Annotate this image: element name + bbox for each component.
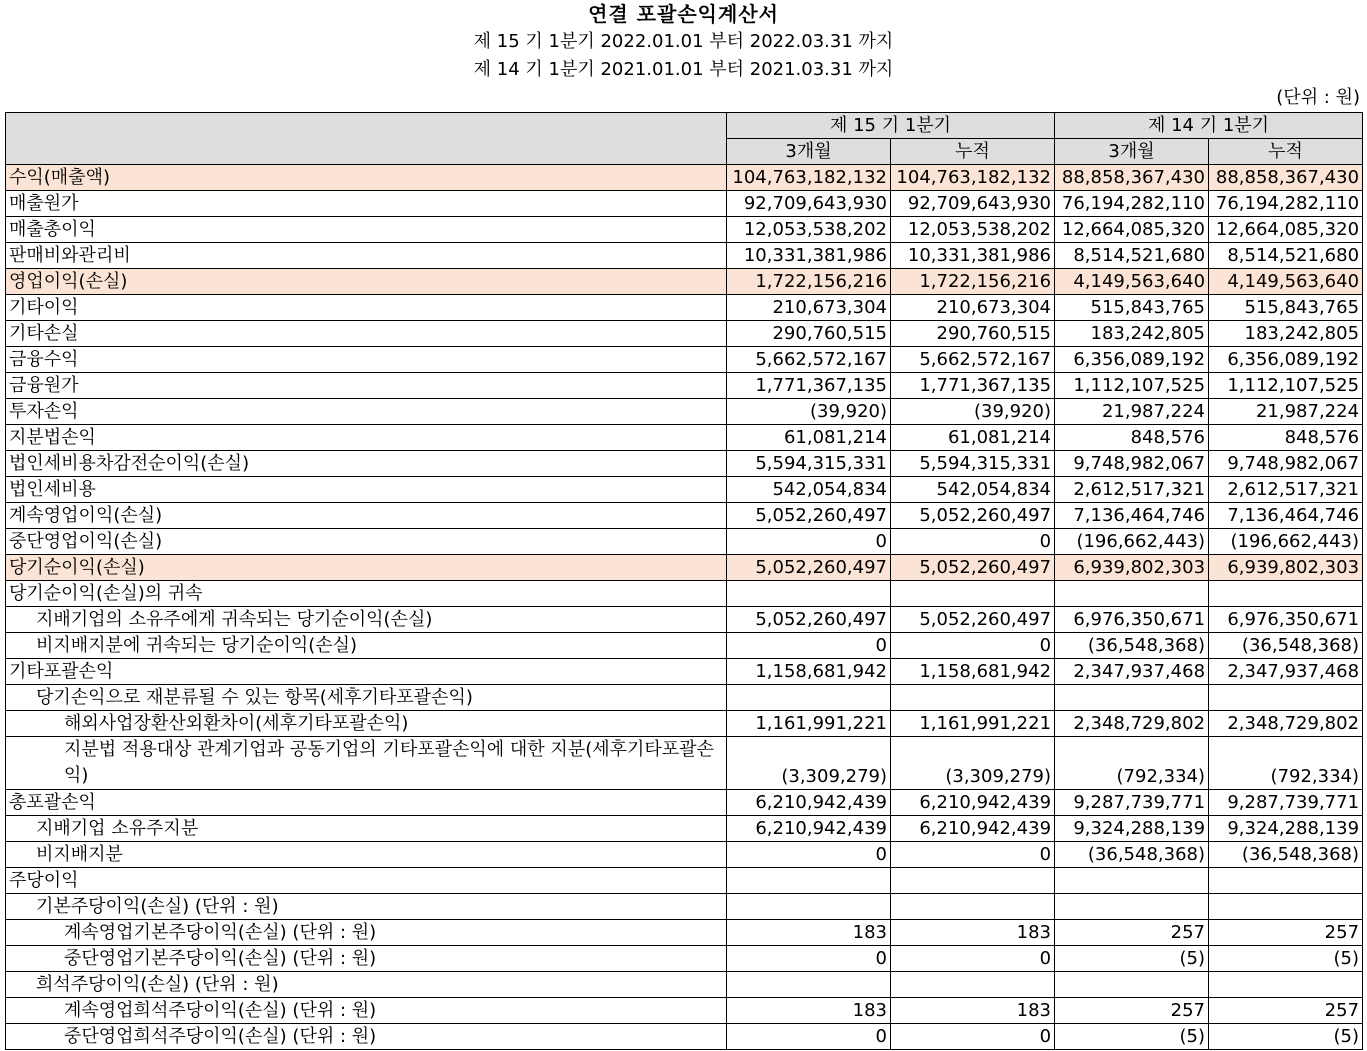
- row-label: 계속영업이익(손실): [6, 503, 727, 529]
- table-row: [6, 477, 1363, 503]
- value-cell: 6,210,942,439: [727, 790, 891, 816]
- value-cell: 6,356,089,192: [1055, 347, 1209, 373]
- value-cell: 0: [727, 842, 891, 868]
- header-current-cumulative: 누적: [891, 139, 1055, 165]
- value-cell: [1209, 685, 1363, 711]
- row-label: 법인세비용: [6, 477, 727, 503]
- value-cell: (36,548,368): [1055, 842, 1209, 868]
- table-row: [6, 425, 1363, 451]
- value-cell: 5,052,260,497: [727, 503, 891, 529]
- table-row: [6, 842, 1363, 868]
- value-cell: (3,309,279): [727, 737, 891, 790]
- value-cell: [1209, 894, 1363, 920]
- table-row: [6, 529, 1363, 555]
- value-cell: 257: [1209, 920, 1363, 946]
- income-statement-table: [5, 112, 1363, 1050]
- value-cell: 257: [1209, 998, 1363, 1024]
- value-cell: 1,161,991,221: [727, 711, 891, 737]
- row-label: 당기순이익(손실)의 귀속: [6, 581, 727, 607]
- value-cell: 21,987,224: [1055, 399, 1209, 425]
- row-label: 기타손실: [6, 321, 727, 347]
- table-row: [6, 191, 1363, 217]
- row-label: 중단영업이익(손실): [6, 529, 727, 555]
- table-row: [6, 347, 1363, 373]
- table-row: [6, 894, 1363, 920]
- value-cell: 0: [727, 529, 891, 555]
- value-cell: 290,760,515: [727, 321, 891, 347]
- table-row: [6, 737, 1363, 790]
- value-cell: 515,843,765: [1209, 295, 1363, 321]
- row-label: 금융수익: [6, 347, 727, 373]
- value-cell: 5,594,315,331: [727, 451, 891, 477]
- row-label: 비지배지분에 귀속되는 당기순이익(손실): [6, 633, 727, 659]
- value-cell: 7,136,464,746: [1055, 503, 1209, 529]
- value-cell: 9,748,982,067: [1055, 451, 1209, 477]
- value-cell: [727, 685, 891, 711]
- value-cell: 0: [891, 946, 1055, 972]
- value-cell: (36,548,368): [1055, 633, 1209, 659]
- period-current: 제 15 기 1분기 2022.01.01 부터 2022.03.31 까지: [473, 31, 894, 52]
- value-cell: [891, 868, 1055, 894]
- value-cell: [1055, 972, 1209, 998]
- value-cell: [727, 581, 891, 607]
- table-row: [6, 946, 1363, 972]
- value-cell: 12,664,085,320: [1055, 217, 1209, 243]
- table-row: [6, 269, 1363, 295]
- row-label: 기타포괄손익: [6, 659, 727, 685]
- row-label: 비지배지분: [6, 842, 727, 868]
- table-row: [6, 685, 1363, 711]
- value-cell: 2,348,729,802: [1055, 711, 1209, 737]
- value-cell: 542,054,834: [891, 477, 1055, 503]
- value-cell: [1055, 868, 1209, 894]
- value-cell: 1,112,107,525: [1055, 373, 1209, 399]
- value-cell: 12,053,538,202: [891, 217, 1055, 243]
- row-label: 기타이익: [6, 295, 727, 321]
- value-cell: 257: [1055, 920, 1209, 946]
- value-cell: 6,939,802,303: [1055, 555, 1209, 581]
- period-prior: 제 14 기 1분기 2021.01.01 부터 2021.03.31 까지: [473, 59, 894, 80]
- value-cell: 5,662,572,167: [891, 347, 1055, 373]
- value-cell: [1055, 894, 1209, 920]
- row-label: 매출총이익: [6, 217, 727, 243]
- row-label: 해외사업장환산외환차이(세후기타포괄손익): [6, 711, 727, 737]
- value-cell: (5): [1209, 946, 1363, 972]
- table-row: [6, 581, 1363, 607]
- table-row: [6, 503, 1363, 529]
- value-cell: 8,514,521,680: [1209, 243, 1363, 269]
- value-cell: (792,334): [1055, 737, 1209, 790]
- value-cell: [891, 685, 1055, 711]
- value-cell: [1055, 581, 1209, 607]
- value-cell: 6,210,942,439: [891, 816, 1055, 842]
- header-prior-period: 제 14 기 1분기: [1055, 113, 1363, 139]
- table-row: [6, 633, 1363, 659]
- value-cell: 5,594,315,331: [891, 451, 1055, 477]
- table-row: [6, 998, 1363, 1024]
- value-cell: 0: [891, 529, 1055, 555]
- value-cell: [1209, 868, 1363, 894]
- value-cell: 0: [891, 842, 1055, 868]
- value-cell: 183: [727, 920, 891, 946]
- value-cell: 1,771,367,135: [891, 373, 1055, 399]
- value-cell: 104,763,182,132: [891, 165, 1055, 191]
- row-label: 기본주당이익(손실) (단위 : 원): [6, 894, 727, 920]
- value-cell: 61,081,214: [727, 425, 891, 451]
- value-cell: (5): [1055, 946, 1209, 972]
- value-cell: 6,976,350,671: [1209, 607, 1363, 633]
- value-cell: 9,287,739,771: [1055, 790, 1209, 816]
- value-cell: 1,771,367,135: [727, 373, 891, 399]
- row-label: 당기순이익(손실): [6, 555, 727, 581]
- value-cell: 5,052,260,497: [891, 555, 1055, 581]
- row-label: 지분법 적용대상 관계기업과 공동기업의 기타포괄손익에 대한 지분(세후기타포괄손익): [6, 737, 727, 790]
- value-cell: 61,081,214: [891, 425, 1055, 451]
- value-cell: 88,858,367,430: [1209, 165, 1363, 191]
- table-row: [6, 217, 1363, 243]
- table-row: [6, 972, 1363, 998]
- table-row: [6, 399, 1363, 425]
- row-label: 투자손익: [6, 399, 727, 425]
- value-cell: 12,053,538,202: [727, 217, 891, 243]
- header-prior-three-month: 3개월: [1055, 139, 1209, 165]
- header-blank: [6, 113, 727, 165]
- header-current-three-month: 3개월: [727, 139, 891, 165]
- value-cell: 10,331,381,986: [727, 243, 891, 269]
- row-label: 총포괄손익: [6, 790, 727, 816]
- value-cell: 5,662,572,167: [727, 347, 891, 373]
- row-label: 법인세비용차감전순이익(손실): [6, 451, 727, 477]
- value-cell: (36,548,368): [1209, 842, 1363, 868]
- table-row: [6, 321, 1363, 347]
- table-row: [6, 816, 1363, 842]
- value-cell: [891, 581, 1055, 607]
- value-cell: 4,149,563,640: [1209, 269, 1363, 295]
- value-cell: 6,976,350,671: [1055, 607, 1209, 633]
- table-row: [6, 607, 1363, 633]
- value-cell: [891, 894, 1055, 920]
- value-cell: 2,347,937,468: [1209, 659, 1363, 685]
- row-label: 지분법손익: [6, 425, 727, 451]
- row-label: 지배기업 소유주지분: [6, 816, 727, 842]
- value-cell: 1,161,991,221: [891, 711, 1055, 737]
- value-cell: (5): [1209, 1024, 1363, 1050]
- value-cell: 9,287,739,771: [1209, 790, 1363, 816]
- page-title: 연결 포괄손익계산서: [588, 2, 779, 26]
- value-cell: (39,920): [727, 399, 891, 425]
- value-cell: 2,612,517,321: [1209, 477, 1363, 503]
- value-cell: (196,662,443): [1209, 529, 1363, 555]
- table-row: [6, 920, 1363, 946]
- value-cell: 88,858,367,430: [1055, 165, 1209, 191]
- value-cell: 0: [727, 633, 891, 659]
- value-cell: 6,210,942,439: [727, 816, 891, 842]
- row-label: 중단영업희석주당이익(손실) (단위 : 원): [6, 1024, 727, 1050]
- value-cell: 5,052,260,497: [891, 503, 1055, 529]
- value-cell: 9,748,982,067: [1209, 451, 1363, 477]
- value-cell: 0: [727, 1024, 891, 1050]
- row-label: 계속영업기본주당이익(손실) (단위 : 원): [6, 920, 727, 946]
- value-cell: 7,136,464,746: [1209, 503, 1363, 529]
- value-cell: 290,760,515: [891, 321, 1055, 347]
- header-prior-cumulative: 누적: [1209, 139, 1363, 165]
- table-row: [6, 1024, 1363, 1050]
- value-cell: 1,722,156,216: [727, 269, 891, 295]
- table-row: [6, 711, 1363, 737]
- row-label: 당기손익으로 재분류될 수 있는 항목(세후기타포괄손익): [6, 685, 727, 711]
- value-cell: 5,052,260,497: [727, 555, 891, 581]
- value-cell: (39,920): [891, 399, 1055, 425]
- table-row: [6, 451, 1363, 477]
- row-label: 희석주당이익(손실) (단위 : 원): [6, 972, 727, 998]
- value-cell: 2,347,937,468: [1055, 659, 1209, 685]
- value-cell: 848,576: [1055, 425, 1209, 451]
- value-cell: 1,722,156,216: [891, 269, 1055, 295]
- table-row: [6, 555, 1363, 581]
- value-cell: 183: [727, 998, 891, 1024]
- table-row: [6, 790, 1363, 816]
- unit-label: (단위 : 원): [1276, 87, 1360, 108]
- value-cell: 0: [727, 946, 891, 972]
- value-cell: 1,158,681,942: [727, 659, 891, 685]
- value-cell: 1,158,681,942: [891, 659, 1055, 685]
- value-cell: 4,149,563,640: [1055, 269, 1209, 295]
- value-cell: [1209, 581, 1363, 607]
- row-label: 영업이익(손실): [6, 269, 727, 295]
- value-cell: (196,662,443): [1055, 529, 1209, 555]
- value-cell: [727, 972, 891, 998]
- value-cell: 183: [891, 998, 1055, 1024]
- value-cell: 5,052,260,497: [891, 607, 1055, 633]
- row-label: 주당이익: [6, 868, 727, 894]
- value-cell: 104,763,182,132: [727, 165, 891, 191]
- table-row: [6, 659, 1363, 685]
- value-cell: 6,356,089,192: [1209, 347, 1363, 373]
- value-cell: 21,987,224: [1209, 399, 1363, 425]
- value-cell: 257: [1055, 998, 1209, 1024]
- value-cell: 515,843,765: [1055, 295, 1209, 321]
- value-cell: [727, 868, 891, 894]
- value-cell: 10,331,381,986: [891, 243, 1055, 269]
- table-row: [6, 243, 1363, 269]
- row-label: 지배기업의 소유주에게 귀속되는 당기순이익(손실): [6, 607, 727, 633]
- row-label: 수익(매출액): [6, 165, 727, 191]
- value-cell: [891, 972, 1055, 998]
- row-label: 계속영업희석주당이익(손실) (단위 : 원): [6, 998, 727, 1024]
- value-cell: 5,052,260,497: [727, 607, 891, 633]
- table-row: [6, 868, 1363, 894]
- value-cell: 12,664,085,320: [1209, 217, 1363, 243]
- value-cell: 9,324,288,139: [1055, 816, 1209, 842]
- row-label: 금융원가: [6, 373, 727, 399]
- value-cell: 0: [891, 1024, 1055, 1050]
- row-label: 매출원가: [6, 191, 727, 217]
- value-cell: 1,112,107,525: [1209, 373, 1363, 399]
- value-cell: (5): [1055, 1024, 1209, 1050]
- value-cell: 92,709,643,930: [891, 191, 1055, 217]
- value-cell: (792,334): [1209, 737, 1363, 790]
- value-cell: 848,576: [1209, 425, 1363, 451]
- table-row: [6, 295, 1363, 321]
- value-cell: 2,348,729,802: [1209, 711, 1363, 737]
- table-body: [6, 165, 1363, 1050]
- header-current-period: 제 15 기 1분기: [727, 113, 1055, 139]
- value-cell: 210,673,304: [727, 295, 891, 321]
- value-cell: 542,054,834: [727, 477, 891, 503]
- row-label: 중단영업기본주당이익(손실) (단위 : 원): [6, 946, 727, 972]
- value-cell: 183: [891, 920, 1055, 946]
- value-cell: [1055, 685, 1209, 711]
- value-cell: 183,242,805: [1055, 321, 1209, 347]
- value-cell: [727, 894, 891, 920]
- value-cell: 8,514,521,680: [1055, 243, 1209, 269]
- column-group-header: [6, 113, 1363, 139]
- value-cell: (36,548,368): [1209, 633, 1363, 659]
- value-cell: 6,939,802,303: [1209, 555, 1363, 581]
- value-cell: 0: [891, 633, 1055, 659]
- value-cell: 76,194,282,110: [1055, 191, 1209, 217]
- value-cell: 92,709,643,930: [727, 191, 891, 217]
- value-cell: 183,242,805: [1209, 321, 1363, 347]
- table-row: [6, 373, 1363, 399]
- table-row: [6, 165, 1363, 191]
- value-cell: (3,309,279): [891, 737, 1055, 790]
- value-cell: 2,612,517,321: [1055, 477, 1209, 503]
- value-cell: 210,673,304: [891, 295, 1055, 321]
- value-cell: 6,210,942,439: [891, 790, 1055, 816]
- value-cell: 76,194,282,110: [1209, 191, 1363, 217]
- value-cell: [1209, 972, 1363, 998]
- value-cell: 9,324,288,139: [1209, 816, 1363, 842]
- row-label: 판매비와관리비: [6, 243, 727, 269]
